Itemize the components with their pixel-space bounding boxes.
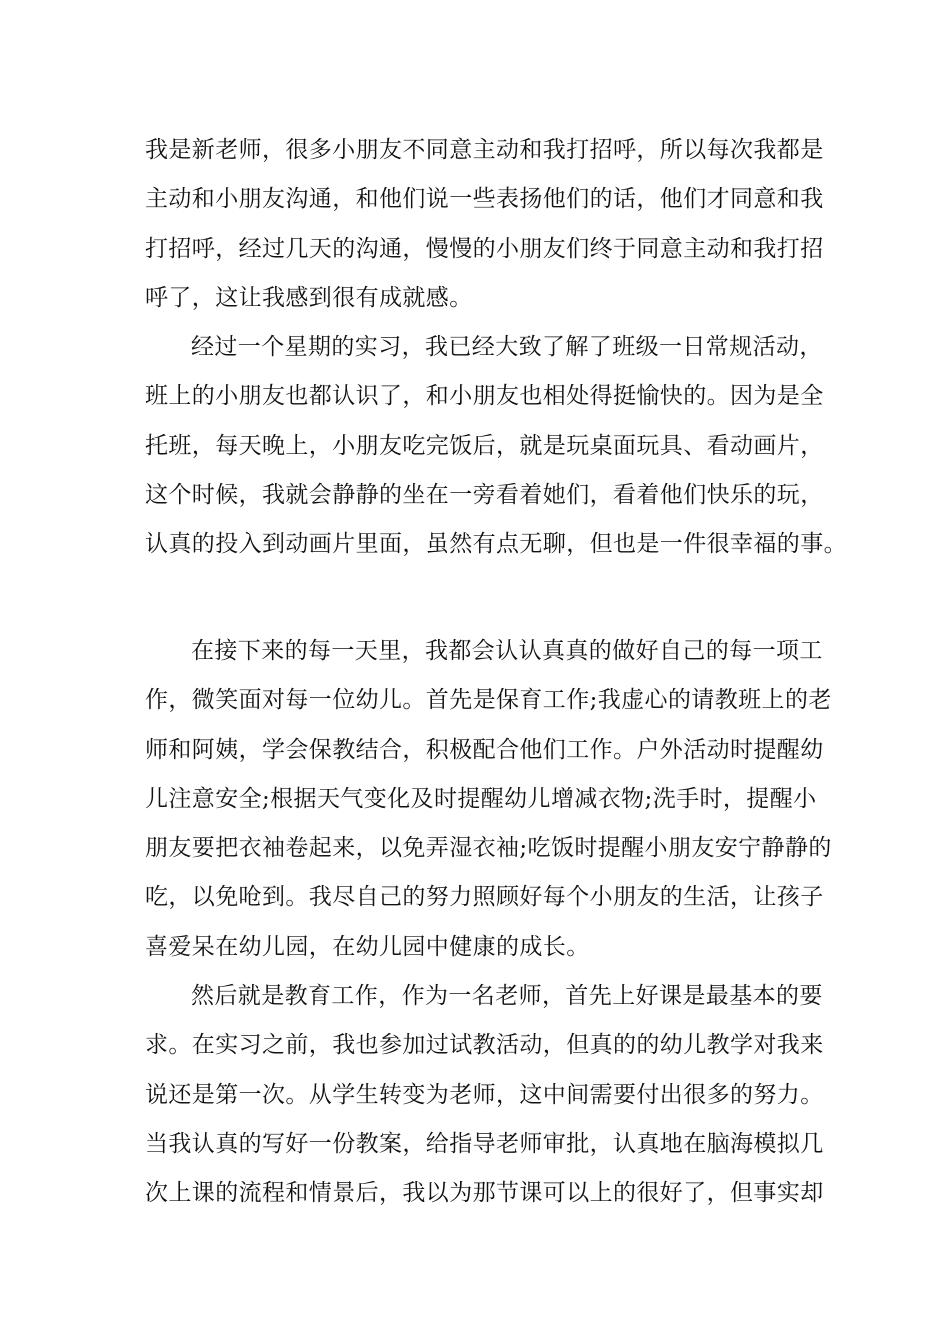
text-line: 托班，每天晚上，小朋友吃完饭后，就是玩桌面玩具、看动画片， xyxy=(145,432,824,459)
paragraph-3 xyxy=(145,627,832,972)
text-line: 主动和小朋友沟通，和他们说一些表扬他们的话，他们才同意和我 xyxy=(145,186,824,213)
text-line: 班上的小朋友也都认识了，和小朋友也相处得挺愉快的。因为是全 xyxy=(145,383,824,410)
text-line: 经过一个星期的实习，我已经大致了解了班级一日常规活动， xyxy=(191,334,823,360)
text-line: 认真的投入到动画片里面，虽然有点无聊，但也是一件很幸福的事。 xyxy=(145,531,847,558)
text-line: 师和阿姨，学会保教结合，积极配合他们工作。户外活动时提醒幼 xyxy=(145,736,824,763)
paragraph-4 xyxy=(145,972,825,1218)
paragraph-2 xyxy=(145,323,847,569)
text-line: 喜爱呆在幼儿园，在幼儿园中健康的成长。 xyxy=(145,933,590,960)
text-line: 次上课的流程和情景后，我以为那节课可以上的很好了，但事实却 xyxy=(145,1180,824,1207)
text-line: 吃，以免呛到。我尽自己的努力照顾好每个小朋友的生活，让孩子 xyxy=(145,884,824,911)
text-line: 朋友要把衣袖卷起来，以免弄湿衣袖;吃饭时提醒小朋友安宁静静的 xyxy=(145,835,832,862)
paragraph-1 xyxy=(145,126,825,323)
text-line: 然后就是教育工作，作为一名老师，首先上好课是最基本的要 xyxy=(191,983,823,1009)
text-line: 当我认真的写好一份教案，给指导老师审批，认真地在脑海模拟几 xyxy=(145,1130,824,1157)
text-line: 作，微笑面对每一位幼儿。首先是保育工作;我虚心的请教班上的老 xyxy=(145,687,832,714)
text-line: 这个时候，我就会静静的坐在一旁看着她们，看着他们快乐的玩， xyxy=(145,481,824,508)
text-line: 儿注意安全;根据天气变化及时提醒幼儿增减衣物;洗手时，提醒小 xyxy=(145,785,817,812)
text-line: 呼了，这让我感到很有成就感。 xyxy=(145,284,473,311)
text-line: 打招呼，经过几天的沟通，慢慢的小朋友们终于同意主动和我打招 xyxy=(145,235,824,262)
text-line: 求。在实习之前，我也参加过试教活动，但真的的幼儿教学对我来 xyxy=(145,1032,824,1059)
text-line: 说还是第一次。从学生转变为老师，这中间需要付出很多的努力。 xyxy=(145,1081,824,1108)
text-line: 在接下来的每一天里，我都会认认真真的做好自己的每一项工 xyxy=(191,638,823,664)
text-line: 我是新老师，很多小朋友不同意主动和我打招呼，所以每次我都是 xyxy=(145,137,824,163)
